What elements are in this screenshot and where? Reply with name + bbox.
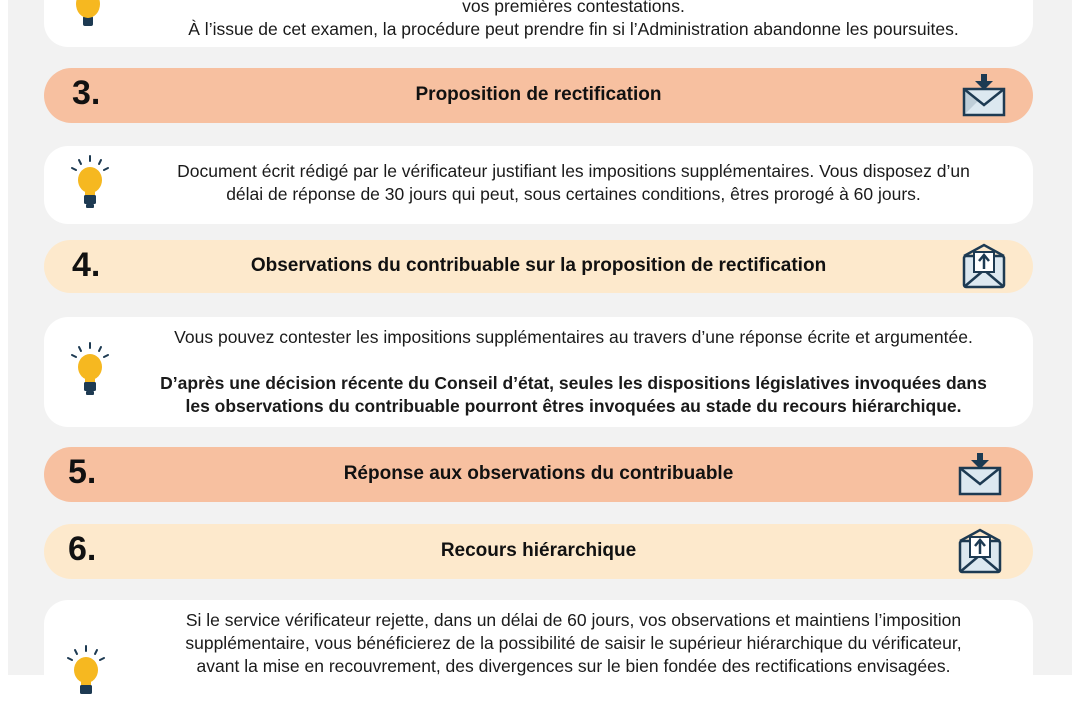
- step-number: 3.: [72, 74, 101, 112]
- spacer: [134, 349, 1013, 372]
- lightbulb-icon: [70, 341, 110, 402]
- step-number: 5.: [68, 453, 97, 491]
- envelope-in-icon: [957, 451, 1003, 502]
- card-text-line: À l’issue de cet examen, la procédure peut prendre fin si l’Administration abandonne les poursuites.: [188, 19, 959, 39]
- card-text-line: délai de réponse de 30 jours qui peut, sous certaines conditions, êtres prorogé à 60 jours.: [226, 184, 921, 204]
- card-bold-text-line: D’après une décision récente du Conseil d’état, seules les dispositions législatives invoquées dans: [160, 373, 987, 393]
- info-card-step-2: [44, 0, 1033, 47]
- step-band-3: [44, 68, 1033, 123]
- card-text-line: avant la mise en recouvrement, des divergences sur le bien fondée des rectifications envisagées.: [196, 656, 951, 676]
- card-text-line: Document écrit rédigé par le vérificateur justifiant les impositions supplémentaires. Vous disposez d’un: [177, 161, 970, 181]
- envelope-out-icon: [961, 242, 1007, 295]
- card-text-line: Vous pouvez contester les impositions supplémentaires au travers d’une réponse écrite et argumentée.: [174, 327, 973, 347]
- envelope-in-icon: [961, 72, 1007, 123]
- lightbulb-icon: [70, 0, 106, 35]
- info-card-step-4: [44, 317, 1033, 427]
- step-band-5: [44, 447, 1033, 502]
- step-title: Proposition de rectification: [415, 84, 662, 105]
- step-title: Recours hiérarchique: [440, 540, 637, 561]
- step-title: Observations du contribuable sur la proposition de rectification: [250, 255, 827, 276]
- card-text-line: vos premières contestations.: [462, 0, 685, 16]
- info-card-step-6: [44, 600, 1033, 710]
- step-band-4: [44, 240, 1033, 293]
- step-number: 4.: [72, 246, 101, 284]
- lightbulb-icon: [70, 154, 110, 215]
- info-card-step-3: [44, 146, 1033, 224]
- card-text-line: supplémentaire, vous bénéficierez de la possibilité de saisir le supérieur hiérarchique du vérificateur,: [185, 633, 962, 653]
- step-band-6: [44, 524, 1033, 579]
- step-number: 6.: [68, 530, 97, 568]
- envelope-out-icon: [957, 527, 1003, 580]
- step-title: Réponse aux observations du contribuable: [343, 463, 734, 484]
- card-bold-text-line: les observations du contribuable pourront êtres invoquées au stade du recours hiérarchique.: [185, 396, 962, 416]
- card-text-line: Si le service vérificateur rejette, dans un délai de 60 jours, vos observations et maintiens l’imposition: [185, 610, 962, 630]
